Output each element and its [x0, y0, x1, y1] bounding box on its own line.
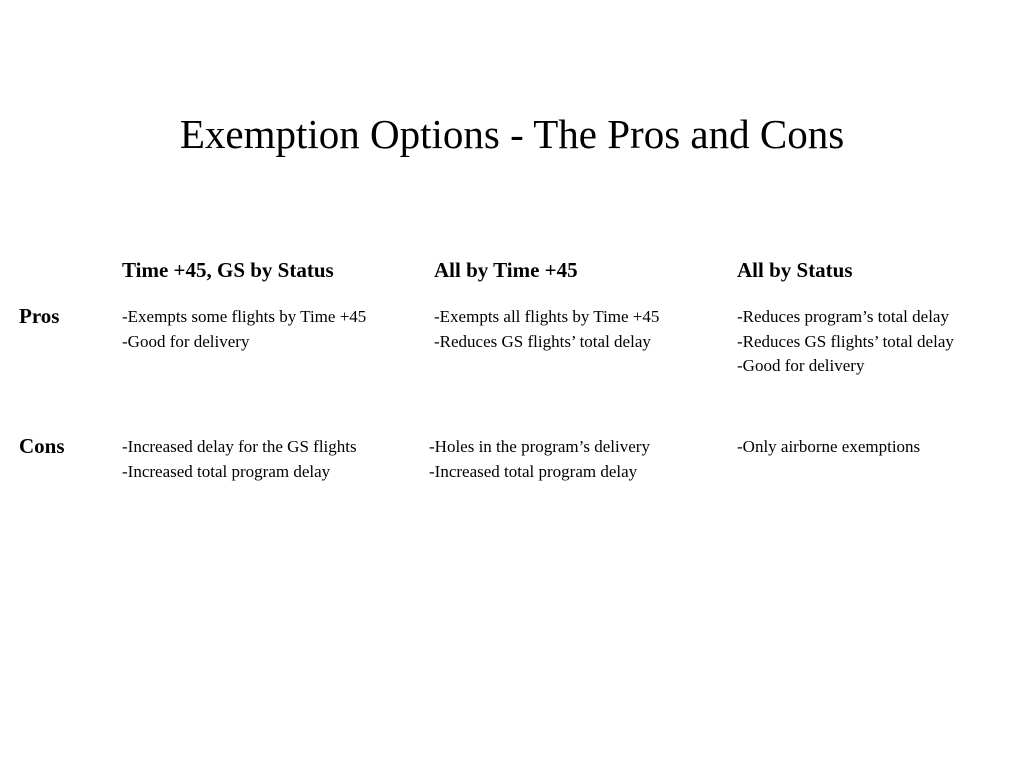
- pros-cell-all-by-status: [737, 305, 954, 379]
- cell-line: -Good for delivery: [737, 356, 865, 375]
- cell-line: -Only airborne exemptions: [737, 437, 921, 456]
- cell-line: -Increased total program delay: [122, 461, 331, 481]
- cell-line: -Reduces program’s total delay: [737, 307, 949, 326]
- row-label-cons: Cons: [19, 434, 65, 458]
- column-header-all-by-status: All by Status: [737, 258, 853, 282]
- cons-cell-all-by-time45: [429, 435, 650, 484]
- cons-cell-time45-gs-by-status: [122, 435, 357, 484]
- cell-line: -Increased delay for the GS flights: [122, 437, 357, 456]
- cell-line: -Reduces GS flights’ total delay: [434, 331, 651, 351]
- cell-line: -Good for delivery: [122, 331, 250, 351]
- slide-title: Exemption Options - The Pros and Cons: [179, 111, 845, 157]
- cell-line: -Increased total program delay: [429, 461, 638, 481]
- column-header-time45-gs-by-status: Time +45, GS by Status: [122, 258, 334, 282]
- pros-cell-all-by-time45: [434, 305, 659, 354]
- cons-cell-all-by-status: [737, 435, 920, 460]
- pros-cell-time45-gs-by-status: [122, 305, 366, 354]
- cell-line: -Holes in the program’s delivery: [429, 437, 650, 456]
- cell-line: -Reduces GS flights’ total delay: [737, 331, 954, 351]
- cell-line: -Exempts all flights by Time +45: [434, 307, 660, 326]
- cell-line: -Exempts some flights by Time +45: [122, 307, 367, 326]
- column-header-all-by-time45: All by Time +45: [434, 258, 578, 282]
- row-label-pros: Pros: [19, 304, 60, 328]
